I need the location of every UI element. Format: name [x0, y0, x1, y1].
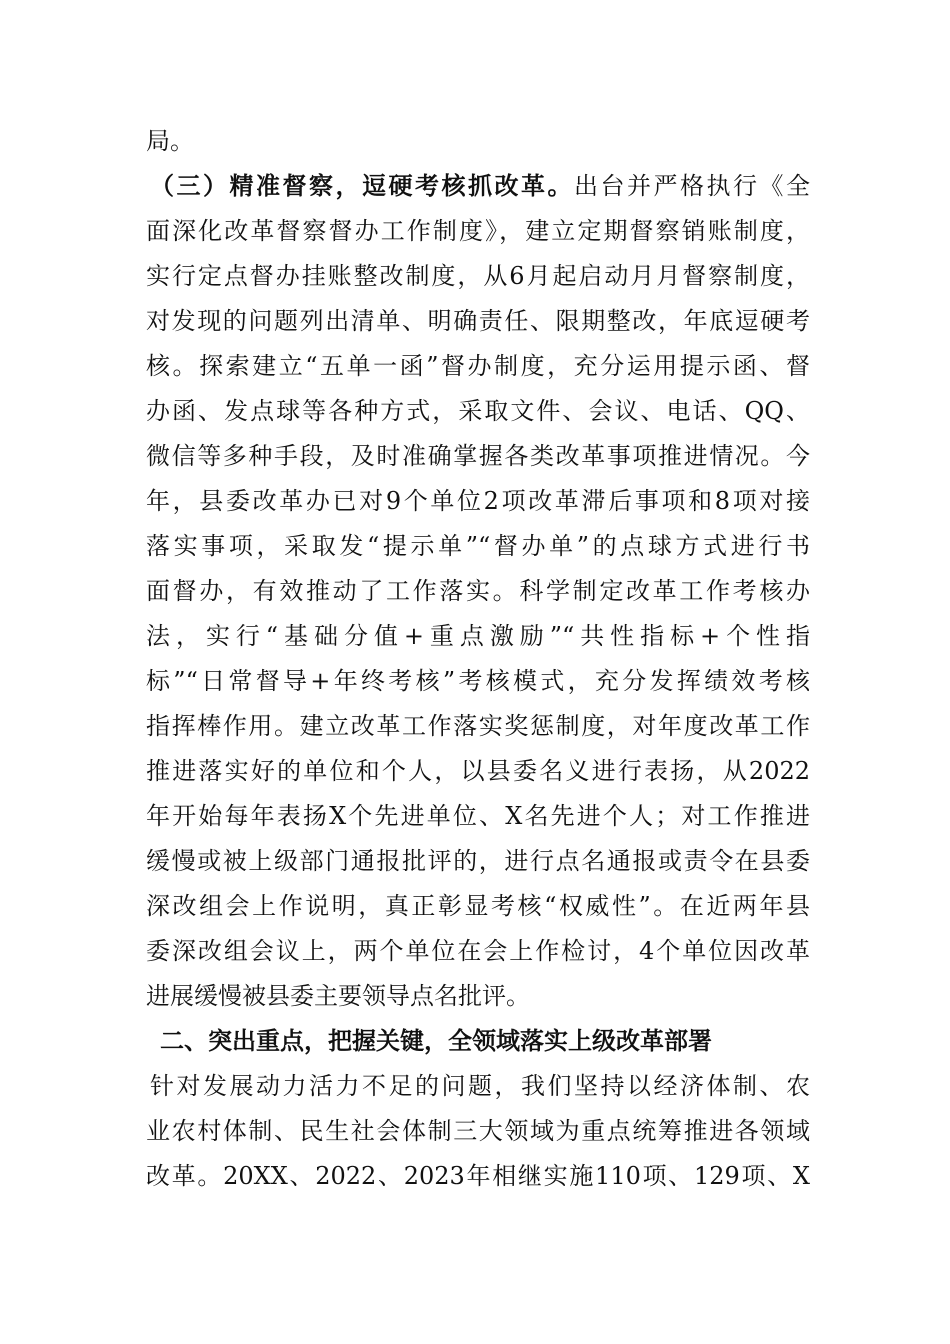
text-line-3: 面深化改革督察督办工作制度》，建立定期督察销账制度，	[146, 217, 810, 245]
text-line-9: 年，县委改革办已对9个单位2项改革滞后事项和8项对接	[146, 487, 810, 515]
text-line-16: 年开始每年表扬X个先进单位、X名先进个人；对工作推进	[146, 802, 810, 830]
subsection-3-text: 出台并严格执行《全	[574, 172, 810, 200]
text-line-12: 法，实行“基础分值+重点激励”“共性指标+个性指	[146, 622, 810, 650]
text-line-6: 核。探索建立“五单一函”督办制度，充分运用提示函、督	[146, 352, 810, 380]
text-line-10: 落实事项，采取发“提示单”“督办单”的点球方式进行书	[146, 532, 810, 560]
text-line-19: 委深改组会议上，两个单位在会上作检讨，4个单位因改革	[146, 937, 810, 965]
text-line-11: 面督办，有效推动了工作落实。科学制定改革工作考核办	[146, 577, 810, 605]
text-line-20: 进展缓慢被县委主要领导点名批评。	[146, 982, 530, 1010]
text-line-17: 缓慢或被上级部门通报批评的，进行点名通报或责令在县委	[146, 847, 810, 875]
text-line-5: 对发现的问题列出清单、明确责任、限期整改，年底逗硬考	[146, 307, 810, 335]
subsection-3-title: （三）精准督察，逗硬考核抓改革。	[150, 172, 574, 200]
text-line-8: 微信等多种手段，及时准确掌握各类改革事项推进情况。今	[146, 442, 810, 470]
text-line-4: 实行定点督办挂账整改制度，从6月起启动月月督察制度，	[146, 262, 810, 290]
text-line-1: 局。	[146, 127, 194, 155]
subsection-3-first-line	[150, 171, 810, 201]
text-line-23: 业农村体制、民生社会体制三大领域为重点统筹推进各领域	[146, 1117, 810, 1145]
text-line-7: 办函、发点球等各种方式，采取文件、会议、电话、QQ、	[146, 397, 810, 425]
section-2-first-line: 针对发展动力活力不足的问题，我们坚持以经济体制、农	[150, 1072, 810, 1100]
text-line-14: 指挥棒作用。建立改革工作落实奖惩制度，对年度改革工作	[146, 712, 810, 740]
text-line-15: 推进落实好的单位和个人，以县委名义进行表扬，从2022	[146, 757, 810, 785]
text-line-18: 深改组会上作说明，真正彰显考核“权威性”。在近两年县	[146, 892, 810, 920]
text-line-13: 标”“日常督导+年终考核”考核模式，充分发挥绩效考核	[146, 667, 810, 695]
text-line-24: 改革。20XX、2022、2023年相继实施110项、129项、X	[146, 1162, 810, 1190]
section-2-heading: 二、突出重点，把握关键，全领域落实上级改革部署	[160, 1027, 712, 1055]
